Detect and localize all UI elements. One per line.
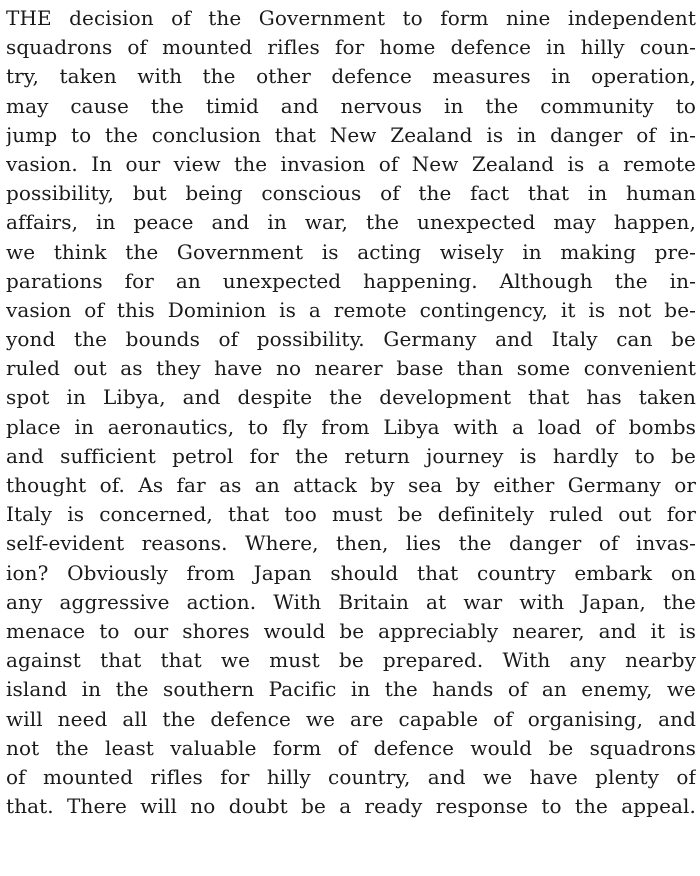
text-line: that. There will no doubt be a ready response to the appeal. [6,794,696,819]
text-line: any aggressive action. With Britain at war with Japan, the [6,589,696,614]
text-line: menace to our shores would be appreciably nearer, and it is [6,618,696,643]
article-text [6,4,696,821]
text-line: affairs, in peace and in war, the unexpected may happen, [6,210,696,235]
text-line: THE decision of the Government to form nine independent [6,6,696,30]
text-line: spot in Libya, and despite the development that has taken [6,385,696,410]
text-line: ion? Obviously from Japan should that country embark on [6,560,696,585]
text-line: jump to the conclusion that New Zealand is in danger of in- [6,122,696,147]
text-line: squadrons of mounted rifles for home defence in hilly coun- [6,35,696,60]
text-line: vasion of this Dominion is a remote contingency, it is not be- [6,297,696,322]
text-line: not the least valuable form of defence would be squadrons [6,735,696,760]
text-line: will need all the defence we are capable of organising, and [6,706,696,731]
text-line: Italy is concerned, that too must be definitely ruled out for [6,502,696,527]
text-line: yond the bounds of possibility. Germany and Italy can be [6,327,696,352]
text-line: may cause the timid and nervous in the community to [6,93,696,118]
text-line: possibility, but being conscious of the fact that in human [6,181,696,206]
text-line: of mounted rifles for hilly country, and we have plenty of [6,764,696,789]
text-line: thought of. As far as an attack by sea by either Germany or [6,473,696,497]
text-line: island in the southern Pacific in the hands of an enemy, we [6,677,696,702]
text-line: parations for an unexpected happening. Although the in- [6,268,696,293]
text-line: against that that we must be prepared. With any nearby [6,648,696,673]
text-line: we think the Government is acting wisely in making pre- [6,239,696,264]
text-line: try, taken with the other defence measures in operation, [6,64,696,89]
text-line: place in aeronautics, to fly from Libya with a load of bombs [6,414,696,439]
text-line: vasion. In our view the invasion of New Zealand is a remote [6,151,696,176]
text-line: self-evident reasons. Where, then, lies the danger of invas- [6,531,696,556]
text-line: and sufficient petrol for the return journey is hardly to be [6,443,696,468]
text-line: ruled out as they have no nearer base than some convenient [6,356,696,381]
